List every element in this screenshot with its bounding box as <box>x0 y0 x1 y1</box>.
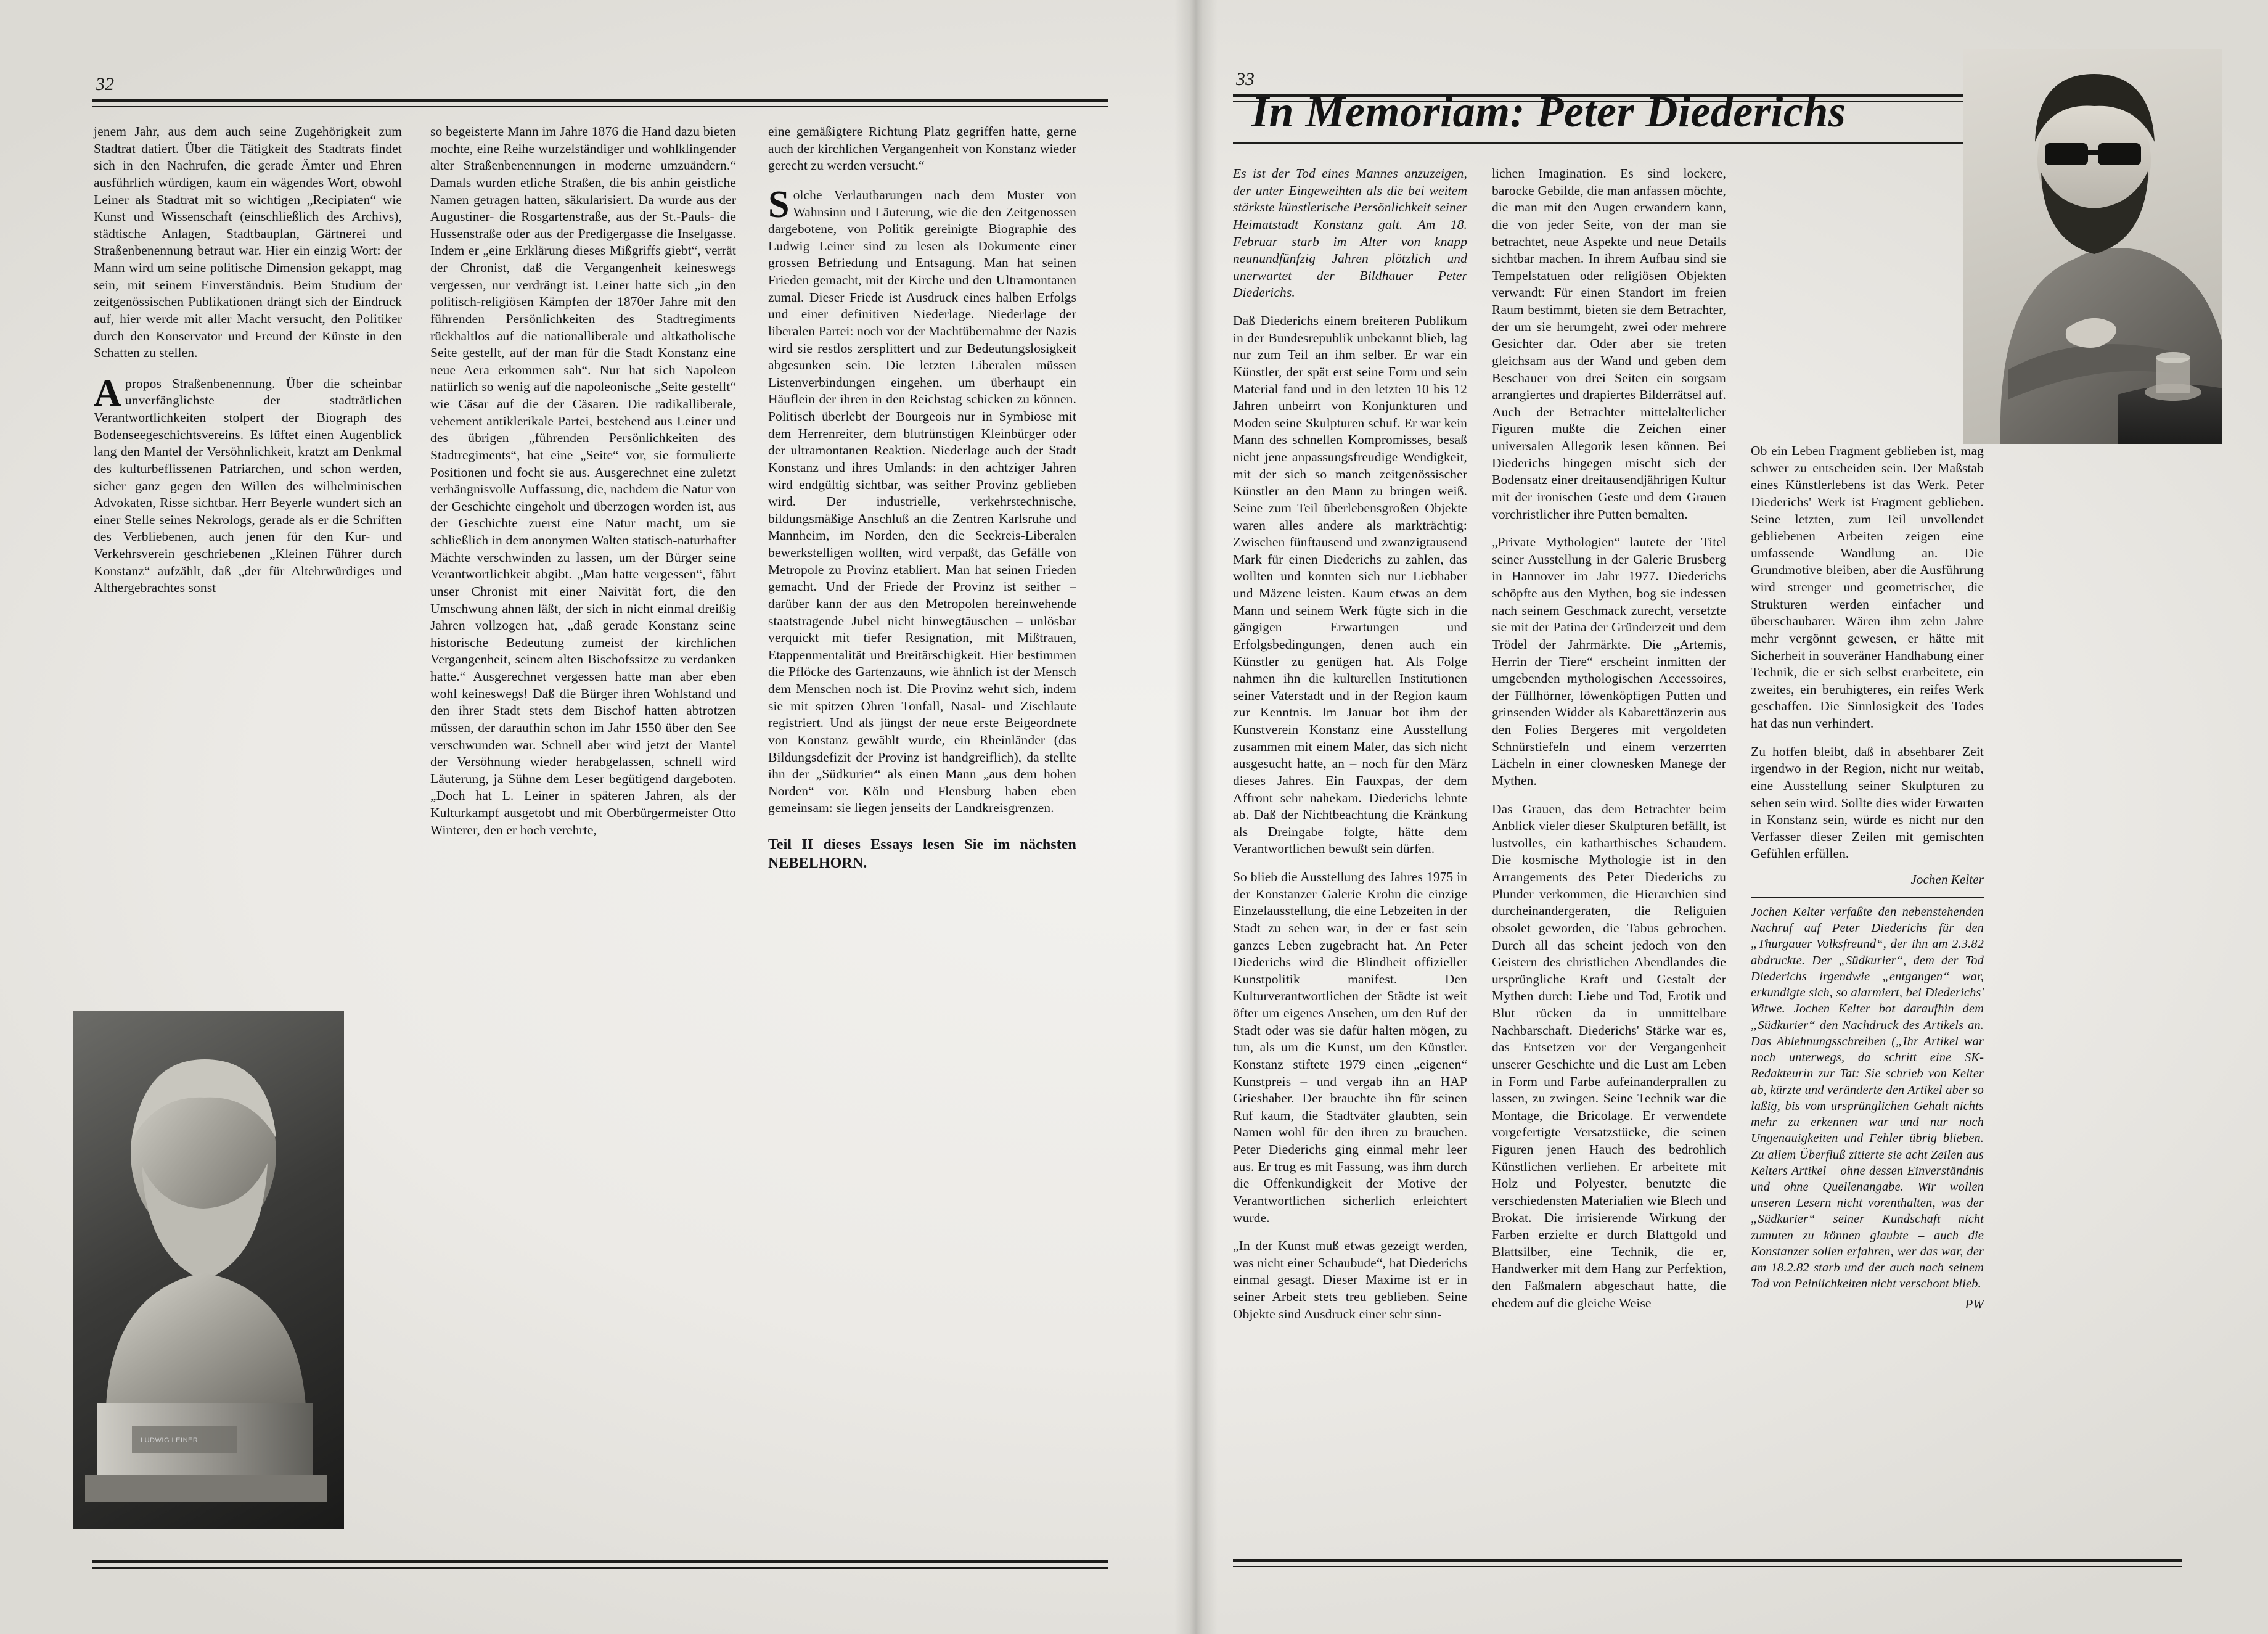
paragraph-with-dropcap <box>768 183 1076 817</box>
paragraph: so begeisterte Mann im Jahre 1876 die Hand dazu bieten mochte, eine Reihe wurzelständiger und wohlklingender alter Straßenbenennungen in moderne umzuändern.“ Damals wurden etliche Straßen, die bis anhin geistliche Namen getragen hatten, säkularisiert. Da wurde aus der Augustiner- die Rosgartenstraße, aus der St.-Pauls- die Hussenstraße oder aus der Predigergasse die Inselgasse. Indem er „eine Erklärung dieses Mißgriffs giebt“, verrät der Chronist, daß die Vergangenheit keineswegs vergessen, nur verdrängt ist. Leiner hatte sich „in den politisch-religiösen Kämpfen der 1870er Jahre mit den führenden Persönlichkeiten des Stadtregiments rückhaltlos auf die nationalliberale und altkatholische Seite gestellt, auf der man für die Stadt Konstanz eine neue Aera erkommen sah“. Nur hat sich Napoleon natürlich so wenig auf die napoleonische „Seite gestellt“ wie Cäsar auf die der Cäsaren. Die radikalliberale, vehement antiklerikale Partei, bestehend aus Leiner und des übrigen „führenden Persönlichkeiten des Stadtregiments“, hat eine „Seite“ vor, sie formulierte Positionen und focht sie aus. Ausgerechnet eine zuletzt verhängnisvolle Auffassung, die, nachdem die Natur von der Geschichte eingeholt und überzogen worden ist, aus der Geschichte zuerst eine Natur macht, um sie schließlich in dem anonymen Walten statisch-naturhafter Mächte verschwinden zu lassen, um der Bürger seine Verantwortlichkeit abgibt. „Man hatte vergessen“, fährt unser Chronist mit einer Naivität fort, die den Umschwung ahnen läßt, der sich in nicht einmal dreißig Jahren vollzogen hat, „daß gerade Konstanz seine historische Bedeutung zumeist der kirchlichen Vergangenheit, seinem alten Bischofssitze zu verdanken hatte.“ Ausgerechnet vergessen hatte man aber eben wohl keineswegs! Daß die Bürger ihren Wohlstand und den ihrer Stadt stets dem Bischof hatten abtrotzen müssen, der daraufhin schon im Jahr 1550 über den See verschwunden war. Schnell aber wird jetzt der Mantel der Versöhnung wieder herabgelassen, schnell wird Läuterung, ja Sühne dem Leser begütigend dargeboten. „Doch hat L. Leiner in späteren Jahren, als der Kulturkampf ausgetobt und mit Oberbürgermeister Otto Winterer, den er hoch verehrte, <box>430 124 736 837</box>
paragraph: „In der Kunst muß etwas gezeigt werden, was nicht einer Schaubude“, hat Diederichs einmal gesagt. Dieser Maxime ist er in seiner Arbeit stets treu geblieben. Seine Objekte sind Ausdruck einer sehr sinn- <box>1233 1238 1467 1321</box>
page-number-right: 33 <box>1236 69 1255 89</box>
paragraph: Zu hoffen bleibt, daß in absehbarer Zeit irgendwo in der Region, nicht nur weitab, eine Ausstellung seiner Skulpturen zu sehen sein wird. Sollte dies wider Erwarten in Konstanz sein, würde es nicht nur den Verfasser dieser Zeilen mit gemischten Gefühlen erfüllen. <box>1751 744 1984 861</box>
paragraph: jenem Jahr, aus dem auch seine Zugehörigkeit zum Stadtrat datiert. Über die Tätigkeit des Stadtrats findet sich in den Nachrufen, die gerade Ämter und Ehren ausführlich würdigen, kaum ein wägendes Wort, obwohl Leiner als Stadtrat mit so wichtigen „Recipiaten“ wie Kunst und Wissenschaft (einschließlich des Archivs), städtische Anlagen, Stadtbauplan, Gärtnerei und Straßenbenennung betraut war. Hier ein einzig Wort: der Mann wird um seine politische Dimension gekappt, mag sein, mit seinem Einverständnis. Beim Studium der zeitgenössischen Publikationen drängt sich der Eindruck auf, hier werde mit aller Macht versucht, den Politiker durch den Konservator und Freund der Künste in den Schatten zu stellen. <box>94 124 402 361</box>
editor-note: Jochen Kelter verfaßte den nebenstehenden Nachruf auf Peter Diederichs für den „Thurgauer Volksfreund“, der ihn am 2.3.82 abdruckte. Der „Südkurier“, dem der Tod Diederichs irgendwie „entgangen“ war, erkundigte sich, so alarmiert, bei Diederichs' Witwe. Jochen Kelter bot daraufhin dem „Südkurier“ den Nachdruck des Artikels an. Das Ablehnungsschreiben („Ihr Artikel war noch unterwegs, da schritt eine SK-Redakteurin zur Tat: Sie schrieb von Kelter ab, kürzte und veränderte den Artikel aber so laßig, bis vom ursprünglichen Gehalt nichts mehr zu erkennen war und nur noch Ungenauigkeiten und Fehler übrig blieben. Zu allem Überfluß zitierte sie acht Zeilen aus Kelters Artikel – ohne dessen Einverständnis und ohne Quellenangabe. Wir wollen unseren Lesern nicht vorenthalten, was der „Südkurier“ seiner Kundschaft nicht zumuten zu können glaubte – auch die Konstanzer sollen erfahren, wer das war, der am 18.2.82 starb und der auch nach seinem Tod von Peinlichkeiten nicht verschont blieb. <box>1751 905 1984 1291</box>
paragraph-with-dropcap <box>94 372 402 597</box>
footer-rule-bottom-right <box>1233 1566 2182 1567</box>
right-column-2 <box>1492 165 1726 1312</box>
next-issue-teaser: Teil II dieses Essays lesen Sie im nächsten NEBELHORN. <box>768 837 1076 871</box>
footer-rule-bottom <box>92 1567 1108 1569</box>
footer-rule-top <box>92 1560 1108 1563</box>
photo-plaque-label: LUDWIG LEINER <box>141 1437 199 1444</box>
page-number-left: 32 <box>96 74 114 94</box>
paragraph: propos Straßenbenennung. Über die scheinbar unverfänglichste der stadträtlichen Verantwortlichkeiten stolpert der Biograph des Bodenseegeschichtsvereins. Es lüftet einen Augenblick lang den Mantel der Versöhnlichkeit, kratzt am Denkmal des kulturbeflissenen Patriarchen, und schon werden, sicher ganz gegen den Willen des wilhelminischen Advokaten, Risse sichtbar. Herr Beyerle wundert sich an einer Stelle seines Nekrologs, gerade als er die Schriften des Verbliebenen, auch jenen für den Kur- und Verkehrsverein geschriebenen „Kleinen Führer durch Konstanz“ aufzählt, daß „der für Altehrwürdiges und Althergebrachtes sonst <box>94 376 402 596</box>
paragraph: So blieb die Ausstellung des Jahres 1975 in der Konstanzer Galerie Krohn die einzige Einzelausstellung, die eine Lebzeiten in der Stadt zu sehen war, in der er fast sein ganzes Leben zugebracht hat. An Peter Diederichs wird die Blindheit offizieller Kunstpolitik manifest. Den Kulturverantwortlichen der Städte ist weit öfter um eigenes Ansehen, um den Ruf der Stadt oder was sie dafür halten mögen, zu tun, als um die Kunst, um den Künstler. Konstanz stiftete 1979 einen „eigenen“ Kunstpreis – und vergab ihn an HAP Grieshaber. Der brauchte ihn für seinen Ruf kaum, die Stadtväter glaubten, sein Namen wohl für den ihren zu brauchen. Peter Diederichs ging einmal mehr leer aus. Er trug es mit Fassung, was ihm durch die Offenkundigkeit der Motive der Verantwortlichen sicherlich erleichtert wurde. <box>1233 869 1467 1225</box>
paragraph-lead: Es ist der Tod eines Mannes anzuzeigen, der unter Eingeweihten als die bei weitem stärkste künstlerische Persönlichkeit seiner Heimatstadt Konstanz galt. Am 18. Februar starb im Alter von knapp neunundfünfzig Jahren plötzlich und unerwartet der Bildhauer Peter Diederichs. <box>1233 166 1467 300</box>
photo-peter-diederichs <box>1963 49 2222 444</box>
paragraph: „Private Mythologien“ lautete der Titel seiner Ausstellung in der Galerie Brusberg in Hannover im Jahr 1977. Diederichs schöpfte aus den Mythen, bog sie indessen nach seinem Geschmack zurecht, versetzte sie mit der Patina der Gründerzeit und dem Trödel der Jahrmärkte. Die „Artemis, Herrin der Tiere“ erscheint inmitten der umgebenden mythologischen Accessoires, der Füllhörner, löwenköpfigen Putten und grinsenden Widder als Kabarettänzerin aus den Folies Bergeres mit vergoldeten Schnürstiefeln und einem verzerrten Lächeln in einer clownesken Manege der Mythen. <box>1492 535 1726 788</box>
paragraph: olche Verlautbarungen nach dem Muster von Wahnsinn und Läuterung, wie die den Zeitgenossen dargebotene, von Politik gereinigte Biographie des Ludwig Leiner sind zu lesen als Dokumente einer grossen Befriedung und Entsagung. Man hat seinen Frieden gemacht, mit der Kirche und den Ultramontanen zumal. Dieser Friede ist Ausdruck eines halben Erfolgs und einer definitiven Niederlage. Niederlage der liberalen Partei: noch vor der Machtübernahme der Nazis wird sie restlos zersplittert und zur Bedeutungslosigkeit abgesunken sein. Die letzten Liberalen müssen Listenverbindungen eingehen, um überhaupt ein Häuflein der ihren in den Reichstag schicken zu können. Politisch überlebt der Bourgeois nur in Symbiose mit dem Herrenreiter, dem blutrünstigen Kleinbürger oder der ultramontanen Reaktion. Niederlage auch der Stadt Konstanz und ihres Umlands: in den achtziger Jahren wird endgültig sichtbar, was seither Provinz geblieben wird. Der industrielle, verkehrstechnische, bildungsmäßige Anschluß an die Zentren Karlsruhe und Mannheim, im Norden, den die Seekreis-Liberalen bewerkstelligen wollten, wird verpaßt, das Gefälle von Metropole zu Provinz etabliert. Man hat seinen Frieden gemacht. Und der Friede der Provinz ist seither – darüber kann der aus den Metropolen hereinwehende staatstragende Jubel nicht hinwegtäuschen – unlösbar verquickt mit tiefer Resignation, mit Mißtrauen, Etappenmentalität und Breitärschigkeit. Hier bestimmen die Pflöcke des Gartenzauns, wie ähnlich ist der Mensch dem Menschen noch ist. Die Provinz wehrt sich, indem sie mit spitzen Ohren Tonfall, Nasal- und Zischlaute registriert. Und als jüngst der neue erste Beigeordnete von Konstanz gewählt wurde, ein Rheinländer (das Bildungsdefizit der Provinz ist handgreiflich), da stellte ihn der „Südkurier“ als einen Mann „aus dem hohen Norden“ vor. Köln und Flensburg haben eben gemeinsam: sie liegen jenseits der Landkreisgrenzen. <box>768 187 1076 816</box>
editor-initials: PW <box>1965 1296 1984 1312</box>
paragraph: lichen Imagination. Es sind lockere, barocke Gebilde, die man anfassen möchte, die man mit den Augen erwandern kann, die von jeder Seite, von der man sie betrachtet, neue Aspekte und neue Details sichtbar machen. In ihrem Aufbau sind sie Tempelstatuen oder religiösen Objekten verwandt: Für einen Standort im freien Raum bestimmt, bieten sie dem Betrachter, der um sie herumgeht, zwei oder mehrere Gesichter dar. Oder aber sie treten gleichsam aus der Wand und geben dem Beschauer von drei Seiten ein sorgsam arrangiertes und drapiertes Bilderrätsel auf. Auch der Betrachter mittelalterlicher Figuren mußte die Zeichen einer universalen Allegorik lesen können. Bei Diederichs hingegen mischt sich der Bodensatz einer dreitausendjährigen Kultur mit der ironischen Geste und dem Grauen vorchristlicher ihre Putten bemalten. <box>1492 166 1726 522</box>
right-column-1 <box>1233 165 1467 1323</box>
left-column-2 <box>430 123 736 839</box>
header-rule-top <box>92 99 1108 102</box>
header-rule-bottom <box>92 106 1108 107</box>
portrait-illustration <box>1963 49 2222 444</box>
paragraph: Ob ein Leben Fragment geblieben ist, mag schwer zu entscheiden sein. Der Maßstab eines Künstlerlebens ist das Werk. Peter Diederichs' Werk ist Fragment geblieben. Seine letzten, zum Teil unvollendet gebliebenen Arbeiten zeigen eine umfassende Wandlung an. Die Grundmotive bleiben, aber die Ausführung wird strenger und geometrischer, die Strukturen werden einfacher und überschaubarer. Wären ihm zehn Jahre mehr vergönnt gewesen, er hätte mit Sicherheit in souveräner Handhabung einer Technik, die er sich selbst erarbeitete, ein zweites, ein beruhigteres, ein reifes Werk geschaffen. Die Sinnlosigkeit des Todes hat das nun verhindert. <box>1751 443 1984 731</box>
left-column-3 <box>768 123 1076 872</box>
editor-note-divider <box>1751 897 1984 898</box>
bust-illustration <box>73 1011 344 1529</box>
paragraph: Das Grauen, das dem Betrachter beim Anblick vieler dieser Skulpturen befällt, ist lustvolles, ein katharthisches Schaudern. Die kosmische Mythologie ist in den Arrangements des Peter Diederichs zu Plunder verkommen, die Hierarchien sind durcheinandergeraten, die Religuien obsolet geworden, die Tabus gebrochen. Durch all das scheint jedoch von den Geistern des christlichen Abendlandes die ursprüngliche Kraft und Gestalt der Mythen durch: Liebe und Tod, Erotik und Blut rücken da in unmittelbare Nachbarschaft. Diederichs' Stärke war es, das Entsetzen vor der Vergangenheit unserer Geschichte und die Lust am Leben in Form und Farbe aufeinanderprallen zu lassen, zu zwingen. Seine Technik war die Montage, die Bricolage. Er verwendete vorgefertigte Versatzstücke, die seinen Figuren jenen Hauch des bedrohlich Künstlichen verliehen. Er arbeitete mit Holz und Polyester, benutzte die verschiedensten Materialien wie Blech und Brokat. Die irrisierende Wirkung der Farben erzielte er durch Blattgold und Blattsilber, eine Technik, die er, Handwerker mit dem Hang zur Perfektion, den Faßmalern abgeschaut hatte, die ehedem auf die gleiche Weise <box>1492 801 1726 1310</box>
left-column-1 <box>94 123 402 597</box>
paragraph: Daß Diederichs einem breiteren Publikum in der Bundesrepublik unbekannt blieb, lag nur zum Teil an ihm selber. Er war ein Künstler, der spät erst seine Form und sein Material fand und in den letzten 10 bis 12 Jahren unbeirrt von Konjunkturen und Moden seine Skulpturen schuf. Er war kein Mann des schnellen Kompromisses, besaß nicht jene anpassungsfreudige Wendigkeit, mit der sich so manch zeitgenössischer Künstler an den Mann zu bringen weiß. Seine zum Teil überlebensgroßen Objekte waren alles andere als markträchtig: Zwischen fünftausend und zwanzigtausend Mark für einen Diederichs zu zahlen, das wollten und konnten sich nur Liebhaber und Mäzene leisten. Kaum etwas an dem Mann und seinem Werk fügte sich in die gängigen Erwartungen und Erfolgsbedingungen, denen auch ein Künstler zu genügen hat. Als Folge nahmen ihn die kulturellen Institutionen seiner Vaterstadt und in der Region kaum zur Kenntnis. Im Januar bot ihm der Kunstverein Konstanz eine Ausstellung zusammen mit einem Maler, das sich nicht ausgesucht hatte, an – noch für den März dieses Jahres. Ein Fauxpas, der dem Affront sehr nahekam. Diederichs lehnte ab. Daß der Nichtbeachtung die Kränkung als Dreingabe folgte, hätte dem Verantwortlichen bewußt sein dürfen. <box>1233 313 1467 856</box>
right-column-3 <box>1751 443 1984 1313</box>
footer-rule-top-right <box>1233 1559 2182 1562</box>
author-signature: Jochen Kelter <box>1910 872 1984 887</box>
photo-ludwig-leiner-bust <box>73 1011 344 1529</box>
dropcap-S: S <box>768 183 790 226</box>
dropcap-A: A <box>94 372 121 414</box>
article-headline: In Memoriam: Peter Diederichs <box>1251 87 1846 136</box>
headline-underline <box>1233 142 1973 144</box>
paragraph: eine gemäßigtere Richtung Platz gegriffen hatte, gerne auch der kirchlichen Vergangenheit von Konstanz wieder gerecht zu werden versucht.“ <box>768 124 1076 173</box>
